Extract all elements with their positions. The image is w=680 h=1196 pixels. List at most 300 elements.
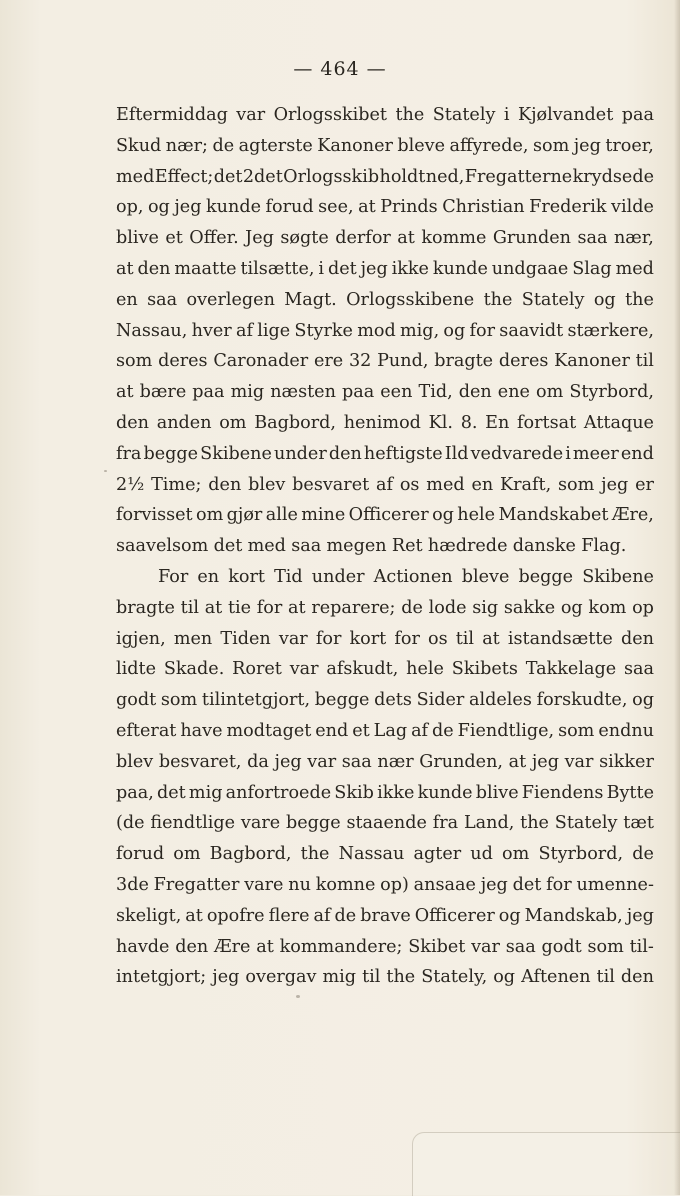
word: maatte [174, 258, 237, 279]
word: jeg [531, 751, 559, 772]
word: dets [374, 690, 412, 711]
text-line [116, 901, 654, 932]
page-number: — 464 — [293, 58, 387, 80]
word: Bagbord, [209, 844, 292, 865]
word: anfortroede [225, 782, 332, 803]
word: umenne- [576, 874, 654, 895]
text-line [116, 162, 654, 193]
word: Frederik [529, 197, 607, 218]
word: reparere; [311, 597, 396, 618]
word: Kanoner [317, 135, 393, 156]
word: Styrke [294, 320, 353, 341]
word: the [520, 813, 549, 834]
word: Skud [116, 135, 162, 156]
word: besvaret [292, 474, 370, 495]
word: jeg [274, 751, 302, 772]
word: Offer. [189, 228, 239, 249]
word: Skibet [408, 936, 466, 957]
word: ned, [425, 166, 465, 187]
word: Attaque [583, 412, 654, 433]
word: ud [470, 844, 493, 865]
word: Tid [274, 566, 303, 587]
word: saavidt [499, 320, 564, 341]
word: 32 [348, 351, 372, 372]
word: det [327, 258, 357, 279]
word: En [485, 412, 510, 433]
word: istandsætte [507, 628, 613, 649]
word: tilintetgjort, [201, 690, 311, 711]
word: blev [116, 751, 154, 772]
word: forskudte, [536, 690, 628, 711]
word: vedvarede [470, 443, 564, 464]
word: et [165, 228, 183, 249]
word: var [289, 659, 319, 680]
word: Fregatterne [464, 166, 573, 187]
text-line [116, 285, 654, 316]
word: det [512, 874, 542, 895]
word: sig [472, 597, 499, 618]
word: Caronader [213, 351, 309, 372]
word: Stately [432, 105, 496, 125]
word: heftigste [363, 443, 443, 464]
word: gjør [226, 505, 263, 526]
word: Eftermiddag [116, 105, 228, 125]
word: Mandskab, [524, 905, 623, 926]
word: til [635, 351, 654, 372]
word: saa [505, 936, 536, 957]
word: derfor [335, 228, 391, 249]
word: Stately [554, 813, 618, 834]
word: da [247, 751, 269, 772]
word: Officerer [348, 505, 429, 526]
word: forud [265, 197, 314, 218]
word: flere [268, 905, 310, 926]
word: for [315, 628, 342, 649]
word: Nassau, [116, 320, 188, 341]
word: er [635, 474, 654, 495]
word: og [147, 197, 170, 218]
word: agter [413, 844, 462, 865]
word: fra [432, 813, 459, 834]
word: den [458, 382, 492, 403]
text-line [116, 131, 654, 162]
word: paa [621, 105, 654, 125]
word: blive [475, 782, 519, 803]
word: var [307, 751, 337, 772]
word: godt [116, 690, 157, 711]
word: Lag [373, 720, 408, 741]
word: Styrbord, [538, 844, 624, 865]
word: mig [322, 967, 357, 988]
word: Tid, [418, 382, 453, 403]
text-line [116, 839, 654, 870]
text-line [116, 470, 654, 501]
word: kunde [432, 258, 488, 279]
word: som [558, 720, 595, 741]
word: om [195, 505, 224, 526]
word: søgte [280, 228, 329, 249]
word: saavelsom [116, 536, 209, 557]
word: the [386, 967, 416, 988]
word: jeg [573, 135, 601, 156]
text-line [116, 408, 654, 439]
text-line [116, 962, 654, 993]
word: den [620, 628, 654, 649]
text-line [116, 531, 654, 562]
word: tæt [623, 813, 654, 834]
word: Prinds [380, 197, 438, 218]
word: os [399, 474, 420, 495]
word: den [116, 412, 150, 433]
word: jeg [626, 905, 654, 926]
word: endnu [598, 720, 654, 741]
word: den [208, 474, 242, 495]
word: overlegen [186, 289, 275, 310]
word: igjen, [116, 628, 166, 649]
word: Mandskabet [498, 505, 609, 526]
word: at [482, 628, 500, 649]
word: som [160, 690, 198, 711]
word: Flag. [581, 536, 627, 557]
word: Effect; [154, 166, 214, 187]
text-line [116, 100, 654, 131]
word: begge [286, 813, 341, 834]
word: Grunden, [419, 751, 504, 772]
word: bære [139, 382, 187, 403]
word: som [116, 351, 153, 372]
word: vare [244, 874, 284, 895]
paper-speck [296, 995, 300, 998]
word: var [471, 936, 500, 957]
word: Ild [444, 443, 469, 464]
word: at [288, 597, 306, 618]
word: vilde [611, 197, 654, 218]
word: som [532, 135, 570, 156]
word: For [158, 566, 189, 587]
word: den [175, 936, 209, 957]
word: the [625, 289, 654, 310]
text-line [116, 932, 654, 963]
word: Skibene [200, 443, 272, 464]
word: i [503, 105, 510, 125]
word: for [256, 597, 283, 618]
word: komne [315, 874, 376, 895]
word: det [213, 166, 243, 187]
word: intetgjort; [116, 967, 207, 988]
page-edge-shadow [674, 0, 680, 1195]
word: bragte [434, 351, 494, 372]
word: det [157, 782, 186, 803]
text-line [116, 316, 654, 347]
text-line [116, 500, 654, 531]
word: sakke [503, 597, 556, 618]
word: i [318, 258, 325, 279]
word: at [185, 905, 203, 926]
text-line [116, 223, 654, 254]
word: at [116, 382, 134, 403]
word: til [362, 967, 381, 988]
word: ene [497, 382, 530, 403]
word: forvisset [116, 505, 193, 526]
word: undgaae [491, 258, 569, 279]
word: for [394, 628, 420, 649]
text-line [116, 778, 654, 809]
word: til- [629, 936, 654, 957]
word: mig [188, 782, 223, 803]
word: Bytte [606, 782, 654, 803]
word: fra [116, 443, 142, 464]
word: Styrbord, [569, 382, 654, 403]
word: havde [116, 936, 170, 957]
word: Officerer [414, 905, 495, 926]
word: næsten [270, 382, 336, 403]
word: Stately [521, 289, 585, 310]
word: een [380, 382, 413, 403]
body-text [116, 100, 654, 993]
word: megen [326, 536, 387, 557]
word: bleve [461, 566, 510, 587]
word: mig [230, 382, 265, 403]
word: begge [518, 566, 574, 587]
word: Time; [151, 474, 202, 495]
word: Ret [391, 536, 423, 557]
word: Skib [334, 782, 374, 803]
word: komme [421, 228, 487, 249]
word: kunde [206, 197, 261, 218]
word: hver [191, 320, 232, 341]
word: danske [512, 536, 576, 557]
word: og [593, 289, 616, 310]
word: anden [156, 412, 212, 433]
text-line [116, 747, 654, 778]
text-line [116, 593, 654, 624]
word: the [395, 105, 425, 125]
word: hele [406, 659, 444, 680]
word: Kanoner [554, 351, 630, 372]
word: 8. [460, 412, 478, 433]
word: ere [313, 351, 344, 372]
text-line [116, 654, 654, 685]
word: Tiden [220, 628, 271, 649]
word: som [587, 936, 624, 957]
word: om [536, 382, 564, 403]
word: men [173, 628, 213, 649]
word: henimod [343, 412, 421, 433]
word: tilsætte, [240, 258, 315, 279]
word: sikker [599, 751, 654, 772]
word: Ære [214, 936, 251, 957]
word: at [204, 597, 223, 618]
word: blev [248, 474, 286, 495]
word: kommandere; [279, 936, 403, 957]
word: af [235, 320, 253, 341]
word: i [565, 443, 571, 464]
word: de [632, 844, 654, 865]
word: og [632, 690, 654, 711]
word: os [427, 628, 448, 649]
word: for [546, 874, 572, 895]
word: de [432, 720, 454, 741]
word: efterat [116, 720, 177, 741]
word: nær, [613, 228, 654, 249]
word: vare [240, 813, 281, 834]
word: mine [301, 505, 346, 526]
word: saa [291, 536, 322, 557]
text-line [116, 254, 654, 285]
word: lode [428, 597, 467, 618]
word: Ære, [611, 505, 654, 526]
word: de [401, 597, 423, 618]
word: tie [227, 597, 252, 618]
word: Takkelage [525, 659, 617, 680]
word: Skibene [582, 566, 654, 587]
word: Aftenen [521, 967, 591, 988]
word: Fiendtlige, [457, 720, 555, 741]
word: besvaret, [158, 751, 242, 772]
word: til [596, 967, 615, 988]
word: var [278, 628, 308, 649]
word: under [274, 443, 327, 464]
word: bleve [397, 135, 446, 156]
word: 3de [116, 874, 149, 895]
word: og [432, 505, 454, 526]
word: staaende [346, 813, 427, 834]
word: op, [116, 197, 144, 218]
word: nær [377, 751, 414, 772]
word: med [247, 536, 286, 557]
word: the [483, 289, 513, 310]
word: 2½ [116, 474, 145, 495]
word: Actionen [373, 566, 453, 587]
word: hædrede [427, 536, 508, 557]
word: under [311, 566, 365, 587]
word: jeg [212, 967, 240, 988]
word: den [620, 967, 654, 988]
word: paa [341, 382, 375, 403]
word: afskudt, [326, 659, 399, 680]
word: at [116, 258, 134, 279]
word: Grunden [492, 228, 571, 249]
word: troer, [605, 135, 654, 156]
word: om [502, 844, 530, 865]
word: Kjølvandet [517, 105, 614, 125]
word: modtaget [226, 720, 312, 741]
word: fortsat [517, 412, 577, 433]
word: den [328, 443, 362, 464]
word: kort [228, 566, 265, 587]
word: Stately, [421, 967, 488, 988]
word: deres [158, 351, 208, 372]
word: kom [588, 597, 627, 618]
word: end [620, 443, 654, 464]
word: en [197, 566, 220, 587]
word: end [315, 720, 349, 741]
word: opofre [206, 905, 265, 926]
word: Skibets [451, 659, 518, 680]
word: med [615, 258, 654, 279]
word: paa [192, 382, 225, 403]
word: agterste [238, 135, 313, 156]
word: Land, [463, 813, 515, 834]
word: hele [457, 505, 496, 526]
text-line [116, 377, 654, 408]
word: den [137, 258, 171, 279]
word: af [313, 905, 331, 926]
word: Sider [416, 690, 465, 711]
word: saa [341, 751, 372, 772]
word: at [397, 228, 415, 249]
word: Christian [442, 197, 525, 218]
word: jeg [360, 258, 388, 279]
word: ansaae [413, 874, 476, 895]
text-line [116, 346, 654, 377]
word: jeg [174, 197, 202, 218]
paper-speck [104, 470, 107, 472]
word: begge [143, 443, 199, 464]
word: brave [360, 905, 411, 926]
text-line [116, 192, 654, 223]
word: Skade. [163, 659, 225, 680]
word: for [469, 320, 496, 341]
word: jeg [601, 474, 629, 495]
word: og [493, 967, 516, 988]
word: en [116, 289, 138, 310]
word: see, [318, 197, 354, 218]
word: alle [265, 505, 298, 526]
text-line [116, 685, 654, 716]
word: lige [257, 320, 291, 341]
word: the [300, 844, 330, 865]
word: at [256, 936, 274, 957]
word: Orlogsskibet [273, 105, 387, 125]
word: det [213, 536, 243, 557]
word: krydsede [572, 166, 654, 187]
text-line [116, 562, 654, 593]
word: at [508, 751, 527, 772]
word: saa [577, 228, 608, 249]
word: aldeles [469, 690, 532, 711]
word: og [443, 320, 466, 341]
word: af [411, 720, 429, 741]
text-line [116, 439, 654, 470]
word: Nassau [338, 844, 405, 865]
word: Pund, [377, 351, 429, 372]
word: saa [623, 659, 654, 680]
word: (de [116, 813, 145, 834]
word: affyrede, [449, 135, 529, 156]
word: var [564, 751, 594, 772]
word: Fregatter [153, 874, 240, 895]
word: ikke [391, 258, 429, 279]
word: saa [147, 289, 178, 310]
word: mod [357, 320, 396, 341]
word: bragte [116, 597, 175, 618]
word: med [426, 474, 465, 495]
word: deres [498, 351, 549, 372]
word: til [455, 628, 475, 649]
paper-slip [412, 1132, 680, 1196]
word: have [180, 720, 223, 741]
word: blive [116, 228, 159, 249]
word: Kraft, [500, 474, 552, 495]
word: Bagbord, [254, 412, 336, 433]
word: Jeg [245, 228, 274, 249]
word: en [471, 474, 494, 495]
word: op) [380, 874, 409, 895]
word: og [560, 597, 583, 618]
word: mig, [400, 320, 440, 341]
word: kort [349, 628, 387, 649]
